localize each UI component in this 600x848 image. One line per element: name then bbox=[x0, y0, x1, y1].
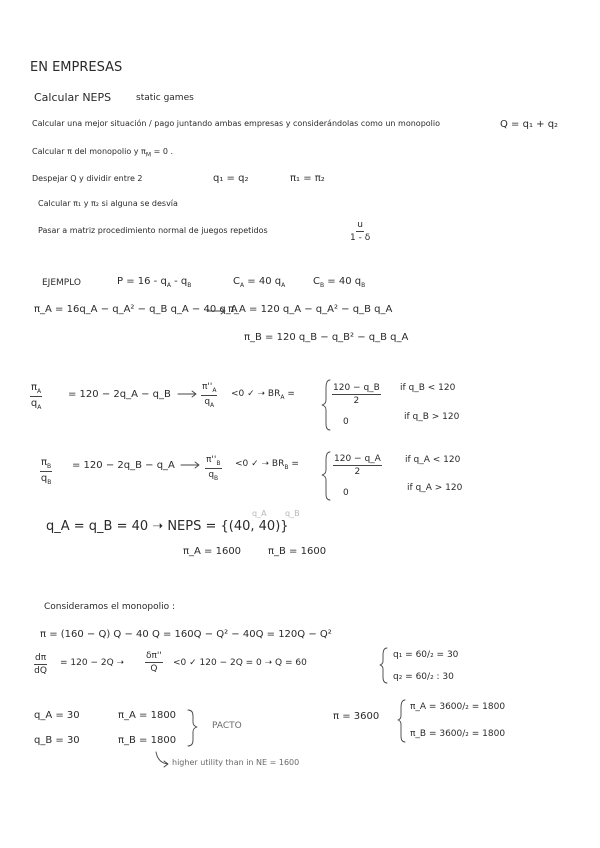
pact-pia: π_A = 1800 bbox=[118, 710, 177, 721]
arrow-icon bbox=[156, 752, 168, 767]
br-a-zero: 0 bbox=[343, 417, 349, 427]
monopoly-soc: <0 ✓ 120 − 2Q = 0 ➝ Q = 60 bbox=[173, 658, 307, 668]
monopoly-derivative: = 120 − 2Q ➝ bbox=[60, 658, 125, 668]
brace-icon bbox=[380, 648, 387, 683]
profit-a-simplified: π_A = 120 q_A − q_A² − q_B q_A bbox=[228, 304, 393, 315]
pact-note: higher utility than in NE = 1600 bbox=[172, 758, 300, 767]
br-b-fraction: $\frac{120 - q\_A}{2}$ bbox=[334, 454, 381, 477]
br-b-condition-1: if q_A < 120 bbox=[405, 455, 461, 465]
neps-profit-b: π_B = 1600 bbox=[268, 546, 327, 557]
cost-b: $C_B = 40$ $q_B$ bbox=[313, 276, 366, 289]
brace-icon bbox=[322, 380, 330, 430]
monopoly-derivative-fraction: $\frac{d\pi}{dQ}$ bbox=[34, 653, 47, 676]
br-a-condition-1: if q_B < 120 bbox=[400, 383, 456, 393]
soc-a-fraction: $\frac{\pi''_A}{q_A}$ bbox=[202, 382, 217, 409]
step-2: Calcular una mejor situación / pago juntando ambas empresas y considerándolas como un monopolio bbox=[32, 119, 441, 128]
step-1-note: static games bbox=[136, 93, 194, 103]
monopoly-total-profit: π = 3600 bbox=[333, 711, 380, 722]
soc-a-condition: <0 ✓ ➝ $BR_A$ = bbox=[231, 389, 295, 401]
soc-b-condition: <0 ✓ ➝ $BR_B$ = bbox=[235, 459, 299, 471]
example-label: EJEMPLO bbox=[42, 278, 81, 288]
monopoly-title: Consideramos el monopolio : bbox=[44, 602, 175, 612]
brace-icon bbox=[322, 452, 330, 500]
neps-equation: q_A = q_B = 40 ➝ NEPS = {(40, 40)} bbox=[46, 519, 289, 534]
monopoly-q2: q₂ = 60/₂ : 30 bbox=[393, 672, 454, 682]
brace-icon bbox=[188, 710, 197, 746]
monopoly-split-b: π_B = 3600/₂ = 1800 bbox=[410, 729, 506, 739]
neps-annotation-b: q_B bbox=[285, 509, 300, 518]
pact-qb: q_B = 30 bbox=[34, 735, 80, 746]
step-4: Despejar Q y dividir entre 2 bbox=[32, 174, 143, 183]
cost-a: $C_A = 40$ $q_A$ bbox=[233, 276, 286, 289]
neps-profit-a: π_A = 1600 bbox=[183, 546, 242, 557]
br-b-zero: 0 bbox=[343, 488, 349, 498]
step-4-equal-q: q₁ = q₂ bbox=[213, 173, 249, 184]
monopoly-q1: q₁ = 60/₂ = 30 bbox=[393, 650, 459, 660]
arrow-icon bbox=[181, 462, 199, 468]
br-b-condition-2: if q_A > 120 bbox=[407, 483, 463, 493]
pact-pib: π_B = 1800 bbox=[118, 735, 177, 746]
foc-a-equation: = 120 − 2q_A − q_B bbox=[68, 389, 171, 400]
profit-a-expanded: π_A = 16q_A − q_A² − q_B q_A − 40 q_A bbox=[34, 304, 238, 315]
foc-b-equation: = 120 − 2q_B − q_A bbox=[72, 460, 175, 471]
step-2-equation: Q = q₁ + q₂ bbox=[500, 119, 559, 130]
step-1: Calcular NEPS bbox=[34, 91, 112, 104]
soc-b-fraction: $\frac{\pi''_B}{q_B}$ bbox=[206, 455, 221, 482]
br-a-fraction: $\frac{120 - q\_B}{2}$ bbox=[333, 383, 380, 406]
discount-fraction: $\frac{u}{1 - \delta}$ bbox=[350, 220, 371, 243]
br-a-condition-2: if q_B > 120 bbox=[404, 412, 460, 422]
pact-label: PACTO bbox=[212, 721, 242, 731]
demand-equation: $P = 16 - q_A - q_B$ bbox=[117, 276, 192, 289]
step-6: Pasar a matriz procedimiento normal de juegos repetidos bbox=[38, 226, 268, 235]
monopoly-split-a: π_A = 3600/₂ = 1800 bbox=[410, 702, 506, 712]
step-5: Calcular π₁ y π₂ si alguna se desvía bbox=[38, 199, 178, 208]
monopoly-soc-fraction: $\frac{\delta\pi''}{Q}$ bbox=[146, 651, 162, 674]
step-3: Calcular π del monopolio y $\pi_M = 0$ . bbox=[32, 147, 174, 159]
arrow-icon bbox=[178, 391, 196, 397]
profit-b-simplified: π_B = 120 q_B − q_B² − q_B q_A bbox=[244, 332, 409, 343]
page-title: EN EMPRESAS bbox=[30, 60, 123, 75]
neps-annotation-a: q_A bbox=[252, 509, 267, 518]
foc-a-fraction: $\frac{\pi_A}{q_A}$ bbox=[30, 382, 42, 411]
step-4-equal-pi: π₁ = π₂ bbox=[290, 173, 325, 184]
monopoly-profit: π = (160 − Q) Q − 40 Q = 160Q − Q² − 40Q = 120Q − Q² bbox=[40, 629, 332, 640]
pact-qa: q_A = 30 bbox=[34, 710, 80, 721]
foc-b-fraction: $\frac{\pi_B}{q_B}$ bbox=[40, 457, 52, 486]
brace-icon bbox=[398, 700, 405, 742]
